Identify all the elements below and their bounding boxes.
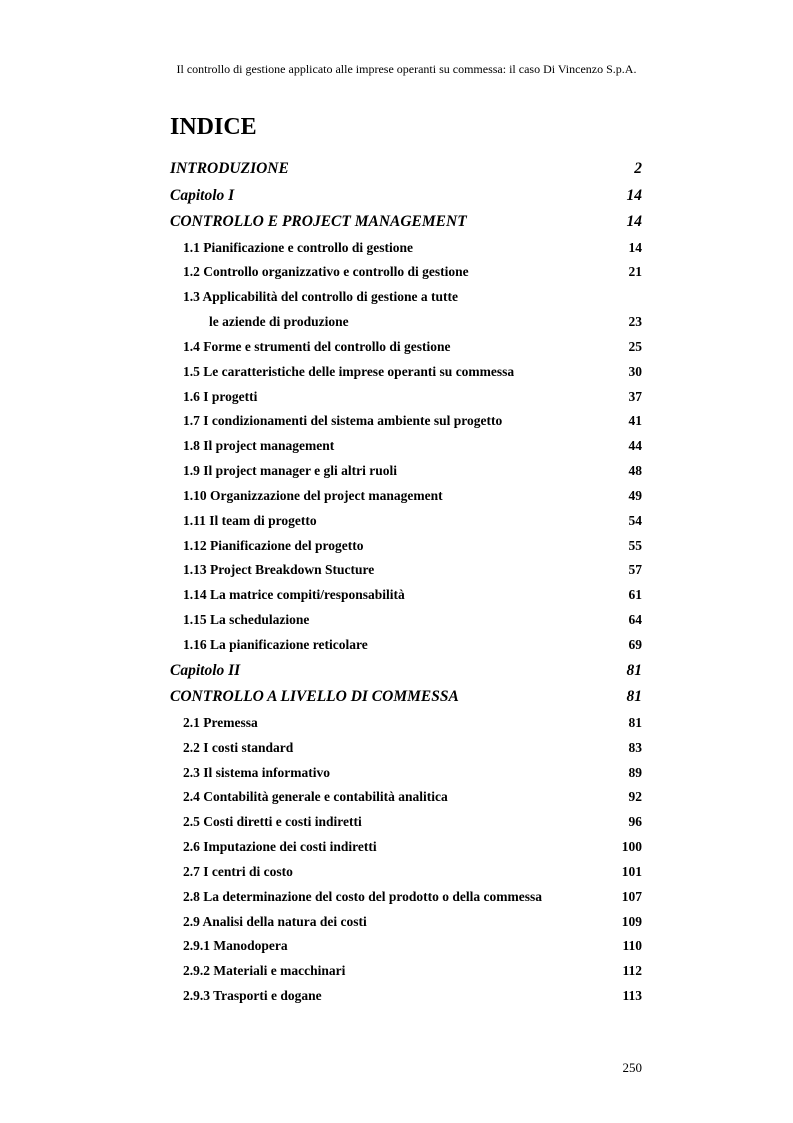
toc-entry-title: 2.3 Il sistema informativo	[183, 764, 330, 780]
toc-entry	[170, 789, 642, 814]
toc-entry	[170, 963, 642, 988]
toc-entry-page: 14	[626, 186, 642, 204]
toc-entry	[170, 488, 642, 513]
toc-entry-page: 109	[621, 913, 642, 929]
toc-entry	[170, 289, 642, 314]
toc-entry	[170, 688, 642, 715]
toc-entry-title: CONTROLLO E PROJECT MANAGEMENT	[170, 213, 467, 230]
page-number: 250	[622, 1060, 642, 1075]
toc-entry-page: 89	[628, 764, 642, 780]
toc-entry	[170, 240, 642, 265]
toc-entry-title: 1.14 La matrice compiti/responsabilità	[183, 587, 405, 603]
toc-entry	[170, 814, 642, 839]
toc-entry-title: Capitolo II	[170, 661, 241, 679]
toc-entry-title: 1.4 Forme e strumenti del controllo di gestione	[183, 338, 451, 354]
toc-entry	[170, 264, 642, 289]
toc-entry-title: 1.9 Il project manager e gli altri ruoli	[183, 463, 397, 479]
toc-entry-page: 64	[628, 612, 642, 628]
toc-entry	[170, 765, 642, 790]
toc-entry-title: 1.5 Le caratteristiche delle imprese operanti su commessa	[183, 363, 515, 379]
toc-entry-page: 21	[628, 264, 642, 280]
toc-entry-page: 49	[628, 487, 642, 503]
toc-entry-title: 1.1 Pianificazione e controllo di gestione	[183, 239, 413, 255]
toc-entry-page: 92	[628, 789, 642, 805]
toc-entry-page: 41	[628, 413, 642, 429]
toc-entry-page: 57	[628, 562, 642, 578]
toc-entry	[170, 864, 642, 889]
toc-entry	[170, 637, 642, 662]
toc-entry-title: 2.9.2 Materiali e macchinari	[183, 963, 346, 979]
toc-entry	[170, 413, 642, 438]
toc-entry-page: 14	[628, 239, 642, 255]
toc-entry	[170, 938, 642, 963]
toc-entry-page: 55	[628, 537, 642, 553]
toc-entry-page: 101	[621, 863, 642, 879]
toc-entry	[170, 513, 642, 538]
toc-entry-title: INTRODUZIONE	[170, 160, 289, 177]
toc-entry	[170, 463, 642, 488]
toc-entry	[170, 914, 642, 939]
toc-entry-title: 2.7 I centri di costo	[183, 863, 293, 879]
toc-entry	[170, 538, 642, 563]
toc-entry-page: 96	[628, 814, 642, 830]
toc-entry-page: 23	[628, 314, 642, 330]
toc-entry-page: 100	[621, 839, 642, 855]
toc-entry	[170, 314, 642, 339]
toc-entry-title: 1.8 Il project management	[183, 438, 335, 454]
table-of-contents	[170, 160, 642, 1013]
toc-entry-page: 112	[622, 963, 642, 979]
toc-entry	[170, 587, 642, 612]
toc-entry-page: 44	[628, 438, 642, 454]
toc-entry	[170, 389, 642, 414]
toc-entry-title: Capitolo I	[170, 186, 235, 204]
toc-entry-title: 1.10 Organizzazione del project management	[183, 487, 443, 503]
toc-entry-title: 1.3 Applicabilità del controllo di gestione a tutte	[183, 289, 459, 305]
toc-entry	[170, 889, 642, 914]
toc-entry-page: 30	[628, 363, 642, 379]
toc-entry-page: 113	[622, 988, 642, 1004]
toc-entry-title: 1.7 I condizionamenti del sistema ambiente sul progetto	[183, 413, 503, 429]
toc-entry-page: 54	[628, 512, 642, 528]
toc-entry-title: CONTROLLO A LIVELLO DI COMMESSA	[170, 688, 459, 706]
toc-entry-page: 69	[628, 637, 642, 652]
toc-entry-title: le aziende di produzione	[209, 314, 349, 330]
toc-entry-title: 1.15 La schedulazione	[183, 612, 310, 628]
toc-entry	[170, 160, 642, 187]
toc-entry-title: 1.16 La pianificazione reticolare	[183, 637, 368, 652]
running-header: Il controllo di gestione applicato alle imprese operanti su commessa: il caso Di Vincenzo S.p.A.	[176, 62, 637, 76]
toc-entry	[170, 562, 642, 587]
toc-entry-title: 1.11 Il team di progetto	[183, 512, 317, 528]
toc-entry-page: 83	[628, 739, 642, 755]
toc-entry	[170, 988, 642, 1013]
toc-entry-title: 2.6 Imputazione dei costi indiretti	[183, 839, 377, 855]
toc-entry-page: 81	[628, 714, 642, 730]
page-title: INDICE	[170, 114, 257, 140]
toc-entry	[170, 438, 642, 463]
toc-entry	[170, 839, 642, 864]
toc-entry-page: 37	[628, 388, 642, 404]
toc-entry-page: 2	[634, 160, 642, 177]
toc-entry-title: 2.1 Premessa	[183, 714, 258, 730]
toc-entry-page: 110	[622, 938, 642, 954]
toc-entry-page: 48	[628, 463, 642, 479]
toc-entry-title: 2.5 Costi diretti e costi indiretti	[183, 814, 362, 830]
toc-entry	[170, 612, 642, 637]
toc-entry-page: 61	[628, 587, 642, 603]
toc-entry-title: 2.9.1 Manodopera	[183, 938, 288, 954]
toc-entry	[170, 740, 642, 765]
toc-entry-page: 107	[621, 888, 642, 904]
toc-entry-title: 1.6 I progetti	[183, 388, 258, 404]
toc-entry-title: 1.13 Project Breakdown Stucture	[183, 562, 375, 578]
toc-entry-title: 2.2 I costi standard	[183, 739, 294, 755]
toc-entry-title: 2.9 Analisi della natura dei costi	[183, 913, 367, 929]
toc-entry	[170, 364, 642, 389]
toc-entry-title: 1.12 Pianificazione del progetto	[183, 537, 364, 553]
toc-entry-title: 1.2 Controllo organizzativo e controllo di gestione	[183, 264, 469, 280]
toc-entry	[170, 715, 642, 740]
toc-entry	[170, 213, 642, 240]
toc-entry-title: 2.9.3 Trasporti e dogane	[183, 988, 322, 1004]
toc-entry	[170, 339, 642, 364]
toc-entry	[170, 662, 642, 689]
toc-entry-page: 14	[626, 213, 642, 230]
toc-entry-title: 2.4 Contabilità generale e contabilità analitica	[183, 789, 448, 805]
toc-entry-page: 81	[626, 688, 642, 706]
toc-entry-page: 81	[626, 661, 642, 679]
toc-entry	[170, 187, 642, 214]
toc-entry-page: 25	[628, 338, 642, 354]
toc-entry-title: 2.8 La determinazione del costo del prodotto o della commessa	[183, 888, 542, 904]
